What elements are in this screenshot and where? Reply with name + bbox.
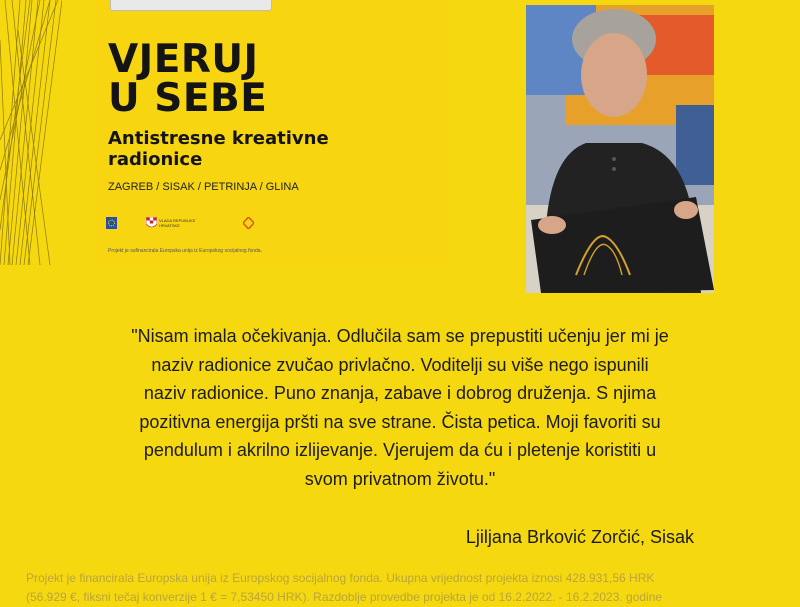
quote-line: pozitivna energija pršti na sve strane. Čista petica. Moji favoriti su	[139, 411, 661, 432]
poster-subtitle	[108, 128, 329, 170]
footer-line-2: (56.929 €, fiksni tečaj konverzije 1 € = 7,53450 HRK). Razdoblje provedbe projekta je od 16.2.2022. - 16.2.2023. godine	[26, 590, 663, 604]
title-line-2: U SEBE	[108, 76, 268, 121]
poster-title	[108, 37, 268, 121]
title-line-1: VJERUJ	[108, 37, 259, 82]
testimonial-quote	[70, 322, 730, 493]
diamond-logo-icon	[243, 217, 254, 229]
coat-of-arms-icon	[146, 217, 157, 229]
quote-line: "Nisam imala očekivanja. Odlučila sam se prepustiti učenju jer mi je	[131, 326, 669, 346]
government-coat-of-arms-logo	[146, 217, 199, 229]
workshop-poster	[96, 0, 448, 265]
quote-line: naziv radionice. Puno znanja, zabave i dobrog druženja. S njima	[143, 383, 657, 403]
eu-flag-icon	[106, 217, 117, 229]
subtitle-line-1: Antistresne kreativne	[108, 128, 329, 149]
subtitle-line-2: radionice	[108, 149, 203, 170]
quote-line: pendulum i akrilno izlijevanje. Vjerujem da ću i pletenje koristiti u	[143, 440, 657, 460]
eu-social-fund-logo	[106, 217, 117, 229]
string-art-decoration	[0, 0, 62, 265]
poster-cities: ZAGREB / SISAK / PETRINJA / GLINA	[108, 181, 299, 193]
footer-line-1: Projekt je financirala Europska unija iz Europskog socijalnog fonda. Ukupna vrijednost projekta iznosi 428.931,56 HRK	[26, 571, 655, 585]
poster-funding-note: Projekt je sufinancirala Europska unija iz Europskog socijalnog fonda.	[108, 248, 262, 254]
testimonial-author: Ljiljana Brković Zorčić, Sisak	[465, 527, 694, 547]
project-funding-footer	[26, 569, 786, 607]
quote-line: naziv radionice zvučao privlačno. Voditelji su više nego ispunili	[151, 354, 649, 375]
government-logo-text: VLADA REPUBLIKE HRVATSKE	[159, 218, 196, 228]
partner-organization-logo	[243, 217, 254, 229]
participant-photo	[526, 5, 714, 293]
top-logo-strip	[110, 0, 272, 11]
quote-line: svom privatnom životu."	[304, 468, 496, 489]
